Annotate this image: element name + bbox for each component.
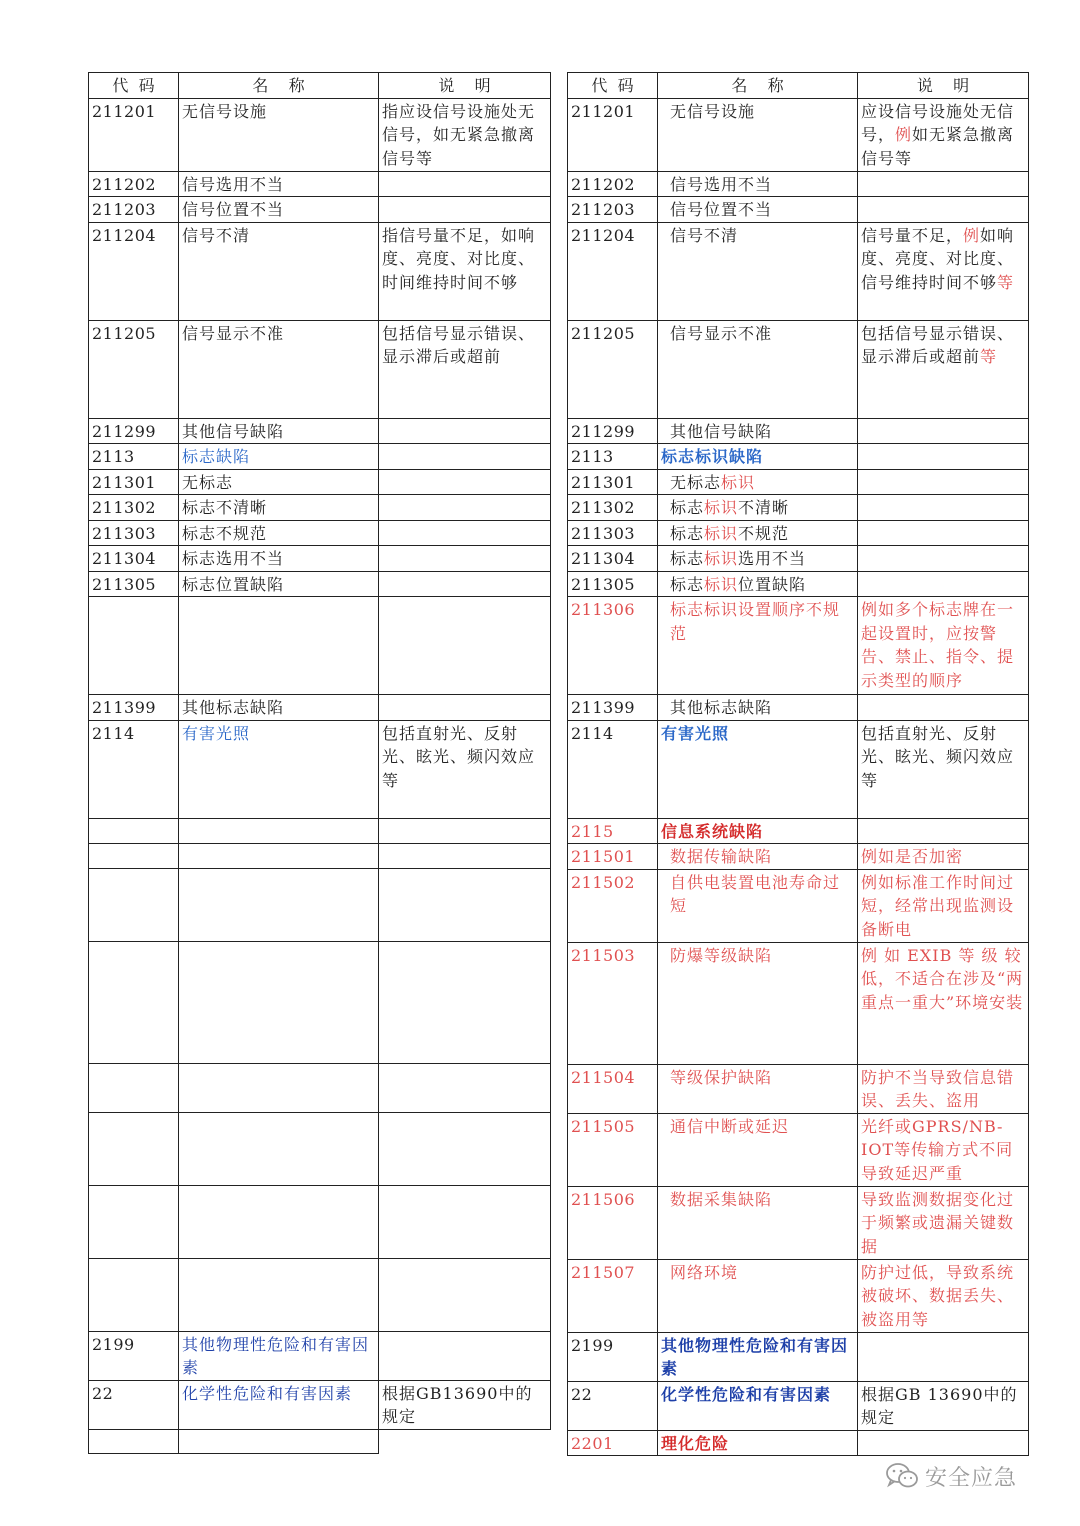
name-cell: 无信号设施 <box>179 98 379 171</box>
desc-cell <box>858 444 1029 470</box>
left-table <box>88 72 551 1454</box>
text-run: 选用不当 <box>738 549 807 568</box>
code-cell <box>89 1258 179 1331</box>
code-cell <box>89 1112 179 1185</box>
code-cell: 211201 <box>568 98 658 171</box>
desc-cell <box>858 1186 1029 1259</box>
text-run: 信号量不足， <box>861 225 964 245</box>
right-table-row <box>568 1186 1029 1259</box>
text-run: 标识 <box>704 549 739 568</box>
name-cell: 其他信号缺陷 <box>658 418 858 444</box>
desc-cell <box>858 1113 1029 1186</box>
name-cell: 标志缺陷 <box>179 444 379 470</box>
right-table-row <box>568 1381 1029 1430</box>
left-table-row <box>89 1331 551 1380</box>
header-code: 代 码 <box>89 73 179 99</box>
name-cell: 标志位置缺陷 <box>179 571 379 597</box>
desc-cell <box>858 571 1029 597</box>
text-run: 标志 <box>670 549 705 568</box>
text-run: 标志标识设置顺序不规范 <box>670 600 841 643</box>
text-run: 防爆等级缺陷 <box>670 945 773 965</box>
name-cell: 其他标志缺陷 <box>179 695 379 721</box>
text-run: 光纤或GPRS/NB-IOT等传输方式不同导致延迟严重 <box>861 1116 1014 1183</box>
name-cell <box>658 1259 858 1332</box>
code-cell: 211203 <box>568 197 658 223</box>
text-run: 其他物理性危险和有害因素 <box>661 1335 849 1378</box>
desc-cell <box>379 1185 551 1258</box>
desc-cell <box>858 942 1029 1064</box>
code-cell <box>89 818 179 843</box>
desc-cell <box>379 546 551 572</box>
name-cell <box>658 1113 858 1186</box>
right-table-row <box>568 1259 1029 1332</box>
code-cell: 211204 <box>568 222 658 320</box>
code-cell: 211304 <box>89 546 179 572</box>
desc-cell <box>858 1332 1029 1381</box>
code-cell: 211506 <box>568 1186 658 1259</box>
name-cell: 信号显示不准 <box>179 320 379 418</box>
name-cell: 信号不清 <box>658 222 858 320</box>
name-cell <box>658 469 858 495</box>
code-cell: 211304 <box>568 546 658 572</box>
code-cell: 211503 <box>568 942 658 1064</box>
code-cell: 211301 <box>89 469 179 495</box>
desc-cell <box>858 695 1029 721</box>
right-table-row <box>568 571 1029 597</box>
desc-cell <box>858 818 1029 844</box>
right-table-row <box>568 695 1029 721</box>
text-run: 防护过低，导致系统被破坏、数据丢失、被盗用等 <box>861 1262 1015 1329</box>
text-run: 标识 <box>721 472 756 492</box>
left-table-row <box>89 469 551 495</box>
text-run: 化学性危险和有害因素 <box>661 1384 832 1404</box>
left-table-row <box>89 546 551 572</box>
left-table-row <box>89 222 551 320</box>
name-cell <box>179 818 379 843</box>
desc-cell <box>858 1430 1029 1456</box>
text-run: 数据采集缺陷 <box>670 1189 773 1209</box>
left-table-row <box>89 597 551 695</box>
name-cell <box>658 571 858 597</box>
code-cell: 22 <box>89 1380 179 1429</box>
name-cell <box>658 495 858 521</box>
code-cell: 211302 <box>89 495 179 521</box>
text-run: 标志 <box>670 523 705 543</box>
right-table-row <box>568 1430 1029 1456</box>
code-cell: 211201 <box>89 98 179 171</box>
name-cell <box>179 843 379 868</box>
name-cell <box>658 720 858 818</box>
right-table-row <box>568 444 1029 470</box>
desc-cell <box>379 818 551 843</box>
name-cell: 信号不清 <box>179 222 379 320</box>
code-cell: 211303 <box>89 520 179 546</box>
desc-cell: 根据GB13690中的规定 <box>379 1380 551 1429</box>
desc-cell <box>379 1331 551 1380</box>
code-cell: 2199 <box>568 1332 658 1381</box>
left-table-row <box>89 1185 551 1258</box>
text-run: 网络环境 <box>670 1262 739 1282</box>
left-table-row <box>89 197 551 223</box>
header-name: 名 称 <box>179 73 379 99</box>
right-table-row <box>568 869 1029 942</box>
text-run: 例 <box>963 225 981 245</box>
left-table-row <box>89 1258 551 1331</box>
name-cell: 标志不规范 <box>179 520 379 546</box>
code-cell: 211301 <box>568 469 658 495</box>
text-run: 如响度、亮度、对比度、信号维持时间不够 <box>861 225 1015 292</box>
code-cell <box>89 868 179 941</box>
name-cell <box>658 520 858 546</box>
right-table-row <box>568 597 1029 695</box>
name-cell <box>658 1186 858 1259</box>
desc-cell <box>379 171 551 197</box>
desc-cell <box>858 98 1029 171</box>
text-run: 不规范 <box>738 523 790 543</box>
code-cell: 211305 <box>568 571 658 597</box>
code-cell: 211306 <box>568 597 658 695</box>
right-table-row <box>568 844 1029 870</box>
left-table-row <box>89 941 551 1063</box>
desc-cell <box>858 495 1029 521</box>
text-run: 标识 <box>704 523 739 543</box>
left-table-row <box>89 418 551 444</box>
code-cell: 211205 <box>89 320 179 418</box>
desc-cell: 指应设信号设施处无信号，如无紧急撤离信号等 <box>379 98 551 171</box>
name-cell <box>179 1185 379 1258</box>
desc-cell <box>379 1112 551 1185</box>
desc-cell <box>858 320 1029 418</box>
text-run: 标志 <box>670 574 705 594</box>
left-table-row <box>89 171 551 197</box>
text-run: 数据传输缺陷 <box>670 847 773 866</box>
desc-cell <box>379 444 551 470</box>
right-table-row <box>568 1064 1029 1113</box>
text-run: 等 <box>997 272 1015 292</box>
name-cell <box>658 597 858 695</box>
desc-cell <box>379 571 551 597</box>
code-cell: 211299 <box>89 418 179 444</box>
left-table-row <box>89 1380 551 1429</box>
code-cell: 2113 <box>568 444 658 470</box>
code-cell: 211505 <box>568 1113 658 1186</box>
text-run: 防护不当导致信息错误、丢失、盗用 <box>861 1067 1015 1110</box>
text-run: 自供电装置电池寿命过短 <box>670 872 841 915</box>
right-table-row <box>568 171 1029 197</box>
code-cell: 2113 <box>89 444 179 470</box>
desc-cell <box>379 941 551 1063</box>
name-cell <box>658 1064 858 1113</box>
watermark-text: 安全应急 <box>925 1465 1018 1491</box>
left-table-row <box>89 495 551 521</box>
name-cell: 无信号设施 <box>658 98 858 171</box>
code-cell: 211202 <box>568 171 658 197</box>
right-table-row <box>568 197 1029 223</box>
desc-cell <box>379 1258 551 1331</box>
text-run: 有害光照 <box>661 723 730 743</box>
desc-cell <box>858 222 1029 320</box>
name-cell: 信号选用不当 <box>658 171 858 197</box>
text-run: 等 <box>980 347 998 366</box>
name-cell <box>179 1429 379 1453</box>
desc-cell: 包括信号显示错误、显示滞后或超前 <box>379 320 551 418</box>
right-header-row <box>568 73 1029 99</box>
code-cell: 211507 <box>568 1259 658 1332</box>
code-cell: 211205 <box>568 320 658 418</box>
right-table-row <box>568 720 1029 818</box>
text-run: 位置缺陷 <box>738 574 807 594</box>
left-table-row <box>89 1429 551 1453</box>
desc-cell <box>379 495 551 521</box>
desc-cell <box>379 868 551 941</box>
code-cell <box>89 597 179 695</box>
desc-cell <box>858 520 1029 546</box>
desc-cell <box>858 720 1029 818</box>
name-cell: 信号位置不当 <box>658 197 858 223</box>
text-run: 应设信号设施处无信号， <box>861 101 1015 144</box>
text-run: 理化危险 <box>661 1433 730 1453</box>
name-cell: 信号选用不当 <box>179 171 379 197</box>
name-cell: 标志不清晰 <box>179 495 379 521</box>
desc-cell <box>379 469 551 495</box>
name-cell: 无标志 <box>179 469 379 495</box>
name-cell: 信号位置不当 <box>179 197 379 223</box>
right-table-row <box>568 546 1029 572</box>
code-cell: 2114 <box>89 720 179 818</box>
right-table-row <box>568 98 1029 171</box>
desc-cell <box>858 597 1029 695</box>
text-run: 无标志 <box>670 472 722 492</box>
code-cell: 211204 <box>89 222 179 320</box>
code-cell: 211399 <box>568 695 658 721</box>
code-cell: 211302 <box>568 495 658 521</box>
text-run: 通信中断或延迟 <box>670 1116 790 1136</box>
code-cell: 2201 <box>568 1430 658 1456</box>
left-table-row <box>89 444 551 470</box>
header-code: 代 码 <box>568 73 658 99</box>
desc-cell <box>858 869 1029 942</box>
desc-cell <box>858 418 1029 444</box>
left-table-row <box>89 320 551 418</box>
left-table-row <box>89 571 551 597</box>
name-cell <box>179 597 379 695</box>
name-cell <box>658 546 858 572</box>
text-run: 例如标准工作时间过短，经常出现监测设备断电 <box>861 872 1015 939</box>
left-table-row <box>89 98 551 171</box>
text-run: 例如是否加密 <box>861 847 964 866</box>
desc-cell: 指信号量不足，如响度、亮度、对比度、时间维持时间不够 <box>379 222 551 320</box>
name-cell <box>658 818 858 844</box>
left-header-row <box>89 73 551 99</box>
desc-cell <box>858 844 1029 870</box>
desc-cell <box>858 197 1029 223</box>
code-cell: 211305 <box>89 571 179 597</box>
text-run: 标识 <box>704 574 739 594</box>
header-desc: 说 明 <box>858 73 1029 99</box>
name-cell <box>658 1430 858 1456</box>
text-run: 信息系统缺陷 <box>661 821 764 841</box>
name-cell: 其他信号缺陷 <box>179 418 379 444</box>
text-run: 标识 <box>704 498 739 517</box>
text-run: 例 <box>895 125 913 144</box>
text-run: 标志标识缺陷 <box>661 447 764 466</box>
code-cell: 211202 <box>89 171 179 197</box>
code-cell: 211502 <box>568 869 658 942</box>
right-table-row <box>568 942 1029 1064</box>
right-table-row <box>568 418 1029 444</box>
code-cell: 211203 <box>89 197 179 223</box>
name-cell: 标志选用不当 <box>179 546 379 572</box>
desc-cell <box>858 1064 1029 1113</box>
name-cell <box>658 1332 858 1381</box>
text-run: 包括直射光、反射光、眩光、频闪效应等 <box>861 723 1015 790</box>
code-cell: 211399 <box>89 695 179 721</box>
name-cell <box>658 844 858 870</box>
code-cell <box>89 941 179 1063</box>
desc-cell <box>379 1063 551 1112</box>
code-cell: 211501 <box>568 844 658 870</box>
desc-cell <box>858 1381 1029 1430</box>
code-cell <box>89 1185 179 1258</box>
desc-cell <box>379 197 551 223</box>
text-run: 例如多个标志牌在一起设置时，应按警告、禁止、指令、提示类型的顺序 <box>861 600 1015 690</box>
name-cell <box>658 942 858 1064</box>
right-table-row <box>568 320 1029 418</box>
name-cell <box>179 1063 379 1112</box>
name-cell <box>658 869 858 942</box>
name-cell <box>179 941 379 1063</box>
left-table-row <box>89 1063 551 1112</box>
left-table-row <box>89 1112 551 1185</box>
desc-cell <box>379 695 551 721</box>
name-cell <box>179 1112 379 1185</box>
text-run: 根据GB 13690中的规定 <box>861 1384 1018 1427</box>
left-table-row <box>89 868 551 941</box>
right-table-row <box>568 495 1029 521</box>
desc-cell <box>379 597 551 695</box>
name-cell <box>658 1381 858 1430</box>
code-cell: 2199 <box>89 1331 179 1380</box>
code-cell: 22 <box>568 1381 658 1430</box>
desc-cell <box>379 1429 551 1453</box>
text-run: 例 如 EXIB 等 级 较低，不适合在涉及“两重点一重大”环境安装 <box>861 945 1024 1012</box>
code-cell: 211299 <box>568 418 658 444</box>
text-run: 标志 <box>670 498 705 517</box>
desc-cell <box>379 418 551 444</box>
desc-cell <box>858 469 1029 495</box>
left-table-row <box>89 520 551 546</box>
right-table-row <box>568 1113 1029 1186</box>
right-table <box>567 72 1029 1456</box>
text-run: 包括信号显示错误、显示滞后或超前 <box>861 323 1015 366</box>
wechat-icon <box>885 1462 919 1490</box>
code-cell: 2115 <box>568 818 658 844</box>
desc-cell <box>858 1259 1029 1332</box>
name-cell: 化学性危险和有害因素 <box>179 1380 379 1429</box>
right-table-row <box>568 520 1029 546</box>
name-cell: 信号显示不准 <box>658 320 858 418</box>
header-name: 名 称 <box>658 73 858 99</box>
code-cell <box>89 1063 179 1112</box>
right-table-row <box>568 818 1029 844</box>
desc-cell <box>379 520 551 546</box>
name-cell: 其他物理性危险和有害因素 <box>179 1331 379 1380</box>
left-table-row <box>89 843 551 868</box>
name-cell <box>179 1258 379 1331</box>
watermark <box>885 1458 1017 1494</box>
right-table-row <box>568 222 1029 320</box>
code-cell: 211303 <box>568 520 658 546</box>
code-cell: 2114 <box>568 720 658 818</box>
name-cell: 有害光照 <box>179 720 379 818</box>
text-run: 等级保护缺陷 <box>670 1067 773 1087</box>
name-cell <box>658 444 858 470</box>
left-table-row <box>89 720 551 818</box>
code-cell <box>89 1429 179 1453</box>
desc-cell: 包括直射光、反射光、眩光、频闪效应等 <box>379 720 551 818</box>
desc-cell <box>858 546 1029 572</box>
name-cell <box>179 868 379 941</box>
text-run: 如无紧急撤离信号等 <box>861 125 1015 168</box>
desc-cell <box>858 171 1029 197</box>
desc-cell <box>379 843 551 868</box>
name-cell: 其他标志缺陷 <box>658 695 858 721</box>
left-table-row <box>89 695 551 721</box>
right-table-row <box>568 469 1029 495</box>
code-cell: 211504 <box>568 1064 658 1113</box>
right-table-row <box>568 1332 1029 1381</box>
code-cell <box>89 843 179 868</box>
header-desc: 说 明 <box>379 73 551 99</box>
text-run: 不清晰 <box>738 498 790 517</box>
left-table-row <box>89 818 551 843</box>
text-run: 导致监测数据变化过于频繁或遗漏关键数据 <box>861 1189 1015 1256</box>
